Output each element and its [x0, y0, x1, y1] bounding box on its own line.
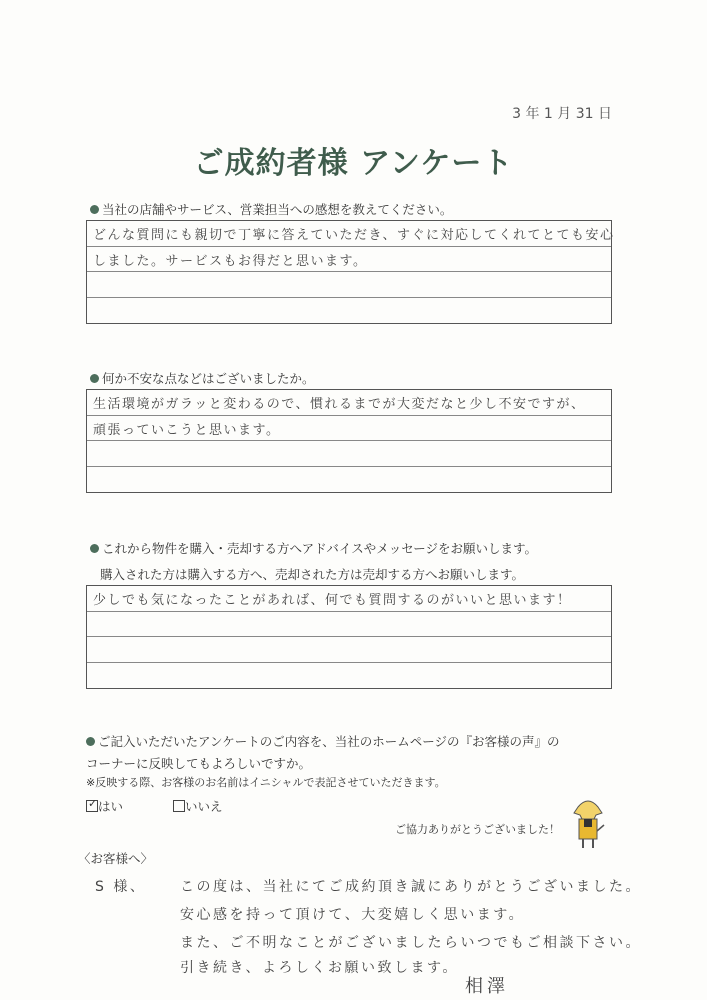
question-text: これから物件を購入・売却する方へアドバイスやメッセージをお願いします。 [102, 541, 538, 556]
answer-box-2[interactable] [86, 389, 612, 493]
answer-line [87, 247, 611, 273]
bullet-icon [86, 737, 95, 746]
checkbox-icon[interactable] [173, 800, 185, 812]
yes-option[interactable] [86, 797, 123, 815]
answer-line [87, 586, 611, 612]
answer-line [87, 298, 611, 324]
yes-label: はい [98, 799, 124, 814]
answer-line [87, 416, 611, 442]
handwritten-answer: 頑張っていこうと思います。 [93, 422, 281, 438]
question-text: 当社の店舗やサービス、営業担当への感想を教えてください。 [102, 202, 453, 217]
question-2-label [90, 369, 315, 387]
page-title: ご成約者様 アンケート [193, 146, 514, 181]
bullet-icon [90, 544, 99, 553]
publish-note: ※反映する際、お客様のお名前はイニシャルで表記させていただきます。 [86, 776, 446, 789]
no-label: いいえ [185, 799, 223, 814]
answer-line [87, 467, 611, 493]
answer-line [87, 390, 611, 416]
thanks-message: ご協力ありがとうございました！ [395, 823, 560, 836]
answer-line [87, 637, 611, 663]
message-line: 引き続き、よろしくお願い致します。 [180, 960, 459, 976]
publish-question [86, 732, 560, 750]
signature: 相澤 [465, 976, 509, 997]
question-text: 何か不安な点などはございましたか。 [102, 371, 315, 386]
answer-box-3[interactable] [86, 585, 612, 689]
dog-mascot-icon [568, 793, 608, 849]
question-3-label [90, 539, 537, 557]
message-line: また、ご不明なことがございましたらいつでもご相談下さい。 [180, 935, 642, 951]
handwritten-answer: しました。サービスもお得だと思います。 [93, 253, 368, 269]
message-line: この度は、当社にてご成約頂き誠にありがとうございました。 [180, 879, 642, 895]
answer-line [87, 441, 611, 467]
handwritten-answer: 生活環境がガラッと変わるので、慣れるまでが大変だなと少し不安ですが、 [93, 397, 586, 412]
no-option[interactable] [173, 797, 223, 815]
handwritten-answer: どんな質問にも親切で丁寧に答えていただき、すぐに対応してくれてとても安心 [93, 228, 615, 243]
publish-line-1: ご記入いただいたアンケートのご内容を、当社のホームページの『お客様の声』の [98, 734, 560, 749]
answer-box-1[interactable] [86, 220, 615, 324]
answer-line [87, 221, 615, 247]
message-line: 安心感を持って頂けて、大変嬉しく思います。 [180, 907, 526, 923]
bullet-icon [90, 205, 99, 214]
question-3-sublabel: 購入された方は購入する方へ、売却された方は売却する方へお願いします。 [100, 567, 525, 582]
publish-line-2: コーナーに反映してもよろしいですか。 [86, 756, 312, 771]
answer-line [87, 612, 611, 638]
handwritten-answer: 少しでも気になったことがあれば、何でも質問するのがいいと思います！ [93, 593, 572, 608]
to-customer-heading: 〈お客様へ〉 [78, 851, 154, 866]
checkbox-checked-icon[interactable]: ✓ [88, 797, 98, 810]
customer-name: S 様、 [95, 879, 147, 895]
question-1-label [90, 200, 452, 218]
answer-line [87, 272, 611, 298]
date: 3 年 1 月 31 日 [512, 106, 612, 122]
answer-line [87, 663, 611, 689]
bullet-icon [90, 374, 99, 383]
